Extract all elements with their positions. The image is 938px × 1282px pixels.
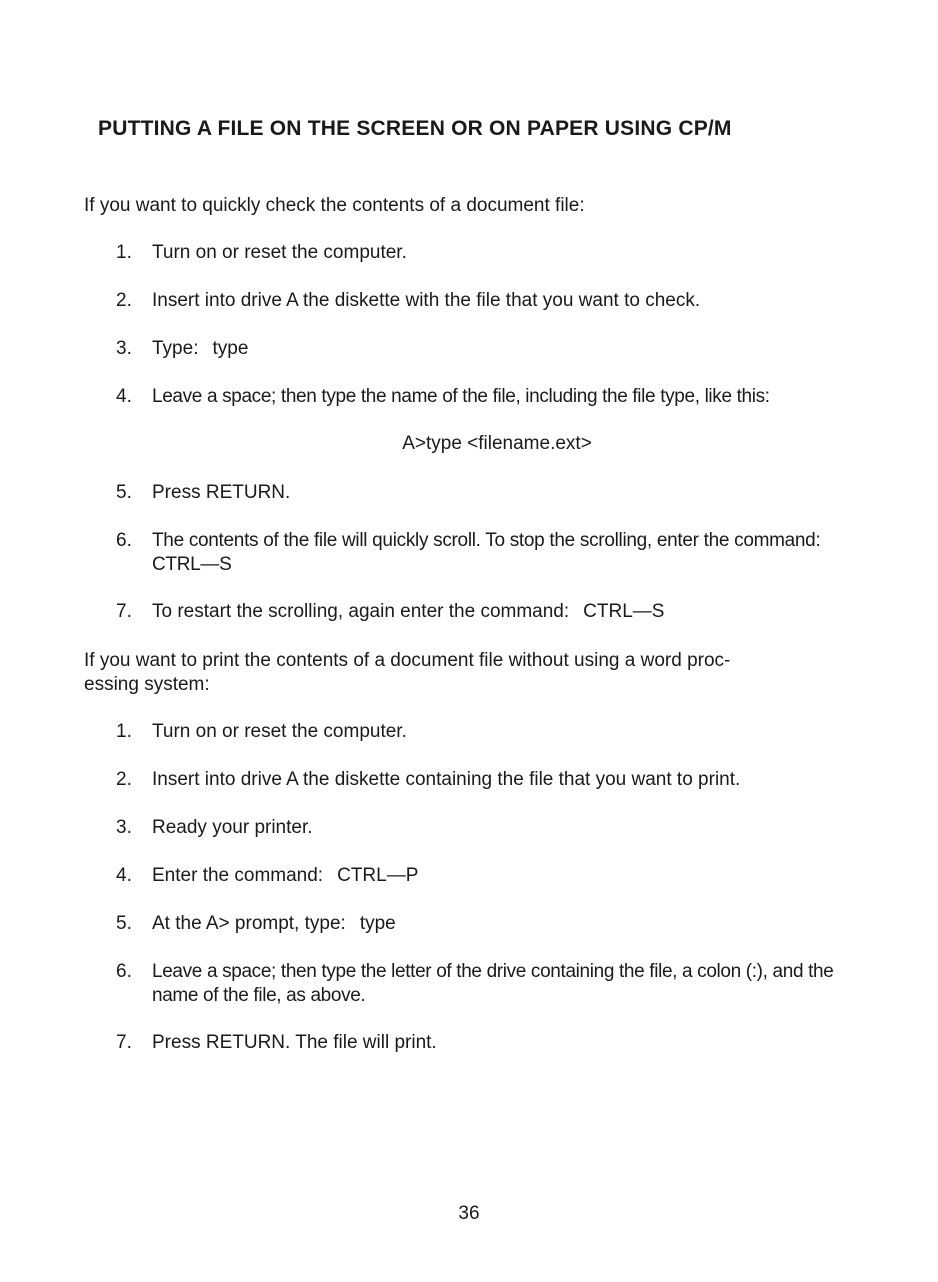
section1-intro: If you want to quickly check the contents of a document file: xyxy=(84,195,585,216)
list-item-text xyxy=(152,337,852,361)
list-item xyxy=(116,768,856,792)
list-item-text: Press RETURN. xyxy=(152,482,291,503)
list-item xyxy=(116,385,856,409)
list-item-number: 5. xyxy=(116,482,132,503)
list-item xyxy=(116,864,856,888)
list-item-text: Leave a space; then type the letter of the drive containing the file, a colon (:), and the name of the file, as above. xyxy=(152,961,834,1006)
step-text: To restart the scrolling, again enter the command: xyxy=(152,601,570,622)
list-item-text: Press RETURN. The file will print. xyxy=(152,1032,437,1053)
list-item xyxy=(116,1031,856,1055)
list-item-number: 4. xyxy=(116,386,132,407)
command-value: type xyxy=(359,913,396,934)
list-item xyxy=(116,912,856,936)
command-value: type xyxy=(212,338,249,359)
step-text: The contents of the file will quickly scroll. To stop the scrolling, enter the command: xyxy=(152,530,821,551)
list-item-text xyxy=(152,600,852,624)
list-item-number: 1. xyxy=(116,242,132,263)
list-item-text: Leave a space; then type the name of the file, including the file type, like this: xyxy=(152,386,770,407)
page-title: PUTTING A FILE ON THE SCREEN OR ON PAPER USING CP/M xyxy=(98,117,732,140)
section2-intro-line1: If you want to print the contents of a document file without using a word proc- xyxy=(84,650,731,671)
section2-intro-line2: essing system: xyxy=(84,674,210,695)
page-number: 36 xyxy=(458,1203,480,1224)
list-item-number: 7. xyxy=(116,601,132,622)
section2-intro xyxy=(84,649,864,697)
list-item xyxy=(116,241,856,265)
list-item-number: 2. xyxy=(116,290,132,311)
list-item-text xyxy=(152,529,852,577)
list-item-number: 4. xyxy=(116,865,132,886)
command-value: CTRL—P xyxy=(337,865,419,886)
list-item-text xyxy=(152,864,852,888)
list-item xyxy=(116,529,856,577)
list-item-text: Insert into drive A the diskette with the file that you want to check. xyxy=(152,290,701,311)
list-item xyxy=(116,481,856,505)
list-item-number: 3. xyxy=(116,338,132,359)
list-item-number: 7. xyxy=(116,1032,132,1053)
list-item-number: 6. xyxy=(116,530,132,551)
list-item xyxy=(116,960,856,1008)
step-label: Type: xyxy=(152,338,199,359)
list-item-text xyxy=(152,912,852,936)
list-item xyxy=(116,289,856,313)
command-value: CTRL—S xyxy=(152,554,232,575)
command-example: A>type <filename.ext> xyxy=(402,433,592,454)
list-item-text: Ready your printer. xyxy=(152,817,313,838)
step-text: At the A> prompt, type: xyxy=(152,913,346,934)
list-item-number: 5. xyxy=(116,913,132,934)
list-item-number: 3. xyxy=(116,817,132,838)
command-value: CTRL—S xyxy=(583,601,665,622)
list-item-number: 6. xyxy=(116,961,132,982)
list-item xyxy=(116,337,856,361)
list-item xyxy=(116,816,856,840)
list-item xyxy=(116,600,856,624)
list-item-number: 1. xyxy=(116,721,132,742)
step-text: Enter the command: xyxy=(152,865,324,886)
list-item-text: Turn on or reset the computer. xyxy=(152,721,407,742)
list-item xyxy=(116,720,856,744)
list-item-number: 2. xyxy=(116,769,132,790)
list-item-text: Insert into drive A the diskette containing the file that you want to print. xyxy=(152,769,741,790)
list-item-text: Turn on or reset the computer. xyxy=(152,242,407,263)
